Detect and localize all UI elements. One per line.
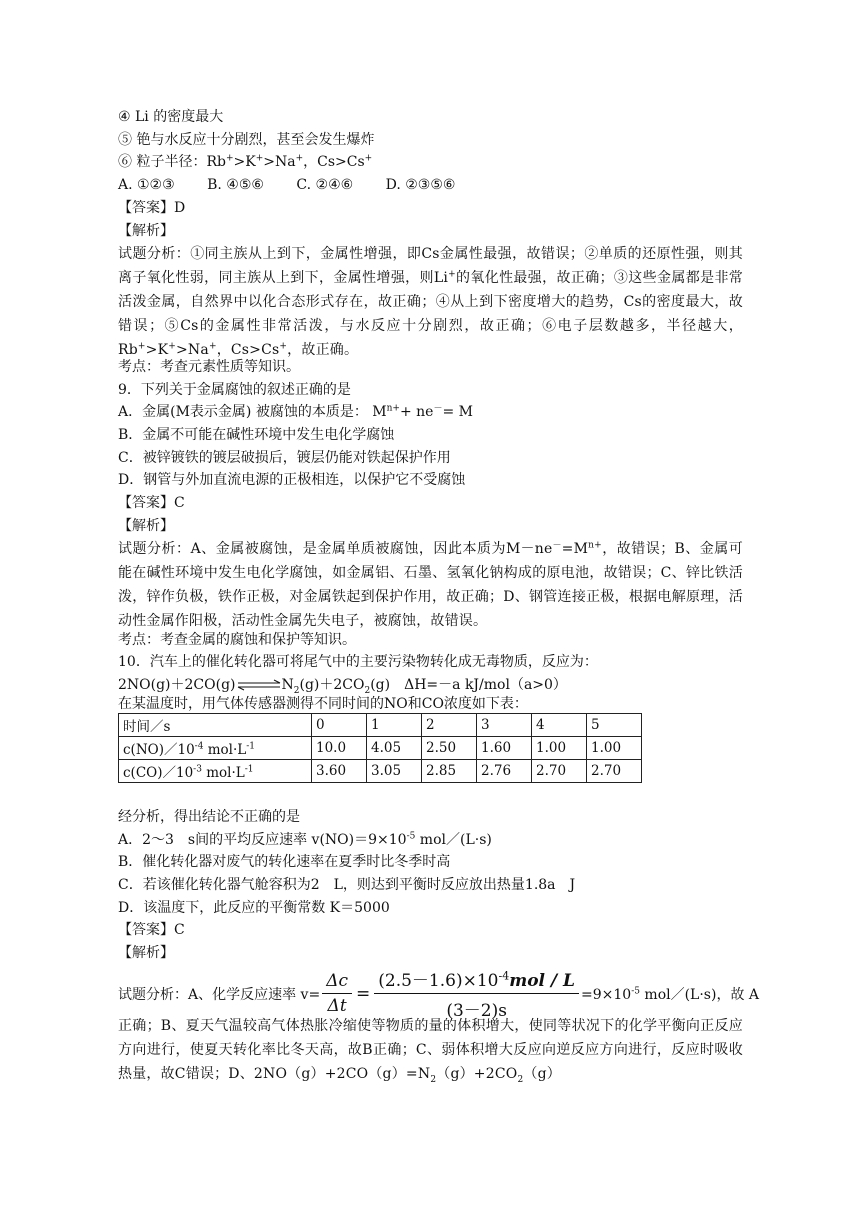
- table-header-cell: 2: [422, 714, 477, 737]
- q9-analysis-heading: 【解析】: [118, 518, 174, 534]
- q8-analysis-text: 试题分析：①同主族从上到下，金属性增强，即Cs金属性最强，故错误；②单质的还原性强，则其离子氧化性弱，同主族从上到下，金属性增强，则Li+的氧化性最强，故正确；③这些金属都是非常活泼金属，自然界中以化合态形式存在，故正确；④从上到下密度增大的趋势，Cs的密度最大，故错误；⑤Cs的金属性非常活泼，与水反应十分剧烈，故正确；⑥电子层数越多，半径越大，Rb+>K+>Na+，Cs>Cs+，故正确。: [118, 246, 744, 358]
- table-cell: 2.76: [477, 760, 532, 783]
- q9-stem: 9．下列关于金属腐蚀的叙述正确的是: [118, 382, 351, 398]
- concentration-table: [118, 713, 642, 783]
- q10-option-a: A．2～3 s间的平均反应速率 $v(NO)=9\times 10^{-5}$ mol／(L·s): [118, 831, 492, 848]
- table-cell: 2.70: [532, 760, 587, 783]
- q10-option-c: C．若该催化转化器气舱容积为2 L，则达到平衡时反应放出热量1.8a J: [118, 877, 576, 893]
- fraction-dc-dt: $\frac{\Delta c}{\Delta t}$: [322, 971, 352, 1016]
- table-cell: 2.50: [422, 737, 477, 760]
- table-header-cell: 1: [367, 714, 422, 737]
- row-label-co: $c(CO)/10^{-3}$ $mol\cdot L^{-1}$: [119, 760, 312, 783]
- table-cell: 2.70: [587, 760, 642, 783]
- statement-4: ④ Li 的密度最大: [118, 109, 224, 125]
- fraction-values: $\frac{(2.5-1.6)\times 10^{-4}mol / L}{(3-2)s}$: [374, 966, 579, 1021]
- statement-5: ⑤ 铯与水反应十分剧烈，甚至会发生爆炸: [118, 132, 375, 148]
- q9-analysis-text: 试题分析：A、金属被腐蚀，是金属单质被腐蚀，因此本质为$M-ne^-=M^{n+}$，故错误；B、金属可能在碱性环境中发生电化学腐蚀，如金属铝、石墨、氢氧化钠构成的原电池，故错误；C、锌比铁活泼，锌作负极，铁作正极，对金属铁起到保护作用，故正确；D、钢管连接正极，根据电解原理，活动性金属作阳极，活动性金属先失电子，被腐蚀，故错误。: [118, 540, 743, 629]
- q10-option-b: B．催化转化器对废气的转化速率在夏季时比冬季时高: [118, 854, 451, 870]
- q10-answer: 【答案】C: [118, 922, 185, 938]
- q9-topic: 考点：考查金属的腐蚀和保护等知识。: [118, 632, 356, 648]
- table-cell: 3.05: [367, 760, 422, 783]
- q10-analysis-text: 正确；B、夏天气温较高气体热胀冷缩使等物质的量的体积增大，使同等状况下的化学平衡向正反应方向进行，使夏天转化率比冬天高，故B正确；C、弱体积增大反应向逆反应方向进行，反应时吸收热量，故C错误；D、$2NO(g)+2CO(g)=N_2(g)+2CO_2(g)$: [118, 1018, 743, 1085]
- table-cell: 1.00: [587, 737, 642, 760]
- table-header-cell: 0: [312, 714, 367, 737]
- q9-option-a: A．金属(M表示金属) 被腐蚀的本质是： $M^{n+}+ ne^-= M$: [118, 403, 473, 420]
- q9-option-d: D．钢管与外加直流电源的正极相连，以保护它不受腐蚀: [118, 472, 466, 488]
- table-header-cell: 3: [477, 714, 532, 737]
- q9-option-b: B．金属不可能在碱性环境中发生电化学腐蚀: [118, 427, 395, 443]
- table-cell: 10.0: [312, 737, 367, 760]
- q10-stem: 10．汽车上的催化转化器可将尾气中的主要污染物转化成无毒物质，反应为：: [118, 654, 598, 670]
- q9-answer: 【答案】C: [118, 495, 185, 511]
- statement-6: ⑥ 粒子半径：Rb+>K+>Na+，Cs>Cs+: [118, 153, 373, 170]
- q10-analysis-heading: 【解析】: [118, 945, 174, 961]
- q10-option-d: D．该温度下，此反应的平衡常数 K＝5000: [118, 900, 390, 916]
- table-cell: 3.60: [312, 760, 367, 783]
- rate-formula: 试题分析：A、化学反应速率 v= $\frac{\Delta c}{\Delta t}$ = $\frac{(2.5-1.6)\times 10^{-4}mol / L}{(3-2)s}$ $=9\times 10^{-5}$ mol／(L·s)，故 A: [118, 966, 759, 1021]
- equilibrium-arrow-icon: [236, 679, 282, 691]
- q10-lead: 经分析，得出结论不正确的是: [118, 809, 300, 825]
- table-cell: 1.60: [477, 737, 532, 760]
- table-cell: 1.00: [532, 737, 587, 760]
- table-header-row: [119, 714, 642, 737]
- table-header-cell: 时间／s: [119, 714, 312, 737]
- row-label-no: $c(NO)/10^{-4}$ $mol\cdot L^{-1}$: [119, 737, 312, 760]
- table-cell: 4.05: [367, 737, 422, 760]
- q9-option-c: C．被锌镀铁的镀层破损后，镀层仍能对铁起保护作用: [118, 450, 451, 466]
- q8-topic: 考点：考查元素性质等知识。: [118, 359, 300, 375]
- table-header-cell: 4: [532, 714, 587, 737]
- q8-options: A. ①②③ B. ④⑤⑥ C. ②④⑥ D. ②③⑤⑥: [118, 177, 456, 193]
- q8-answer: 【答案】D: [118, 200, 186, 216]
- reaction-equation: 2NO(g)＋2CO(g) $N_2(g)+2CO_2(g)$ ΔH=－a kJ/mol（a>0）: [118, 677, 567, 696]
- table-header-cell: 5: [587, 714, 642, 737]
- table-row-no: [119, 737, 642, 760]
- table-cell: 2.85: [422, 760, 477, 783]
- table-row-co: [119, 760, 642, 783]
- table-intro: 在某温度时，用气体传感器测得不同时间的NO和CO浓度如下表：: [118, 696, 528, 712]
- q8-analysis-heading: 【解析】: [118, 223, 174, 239]
